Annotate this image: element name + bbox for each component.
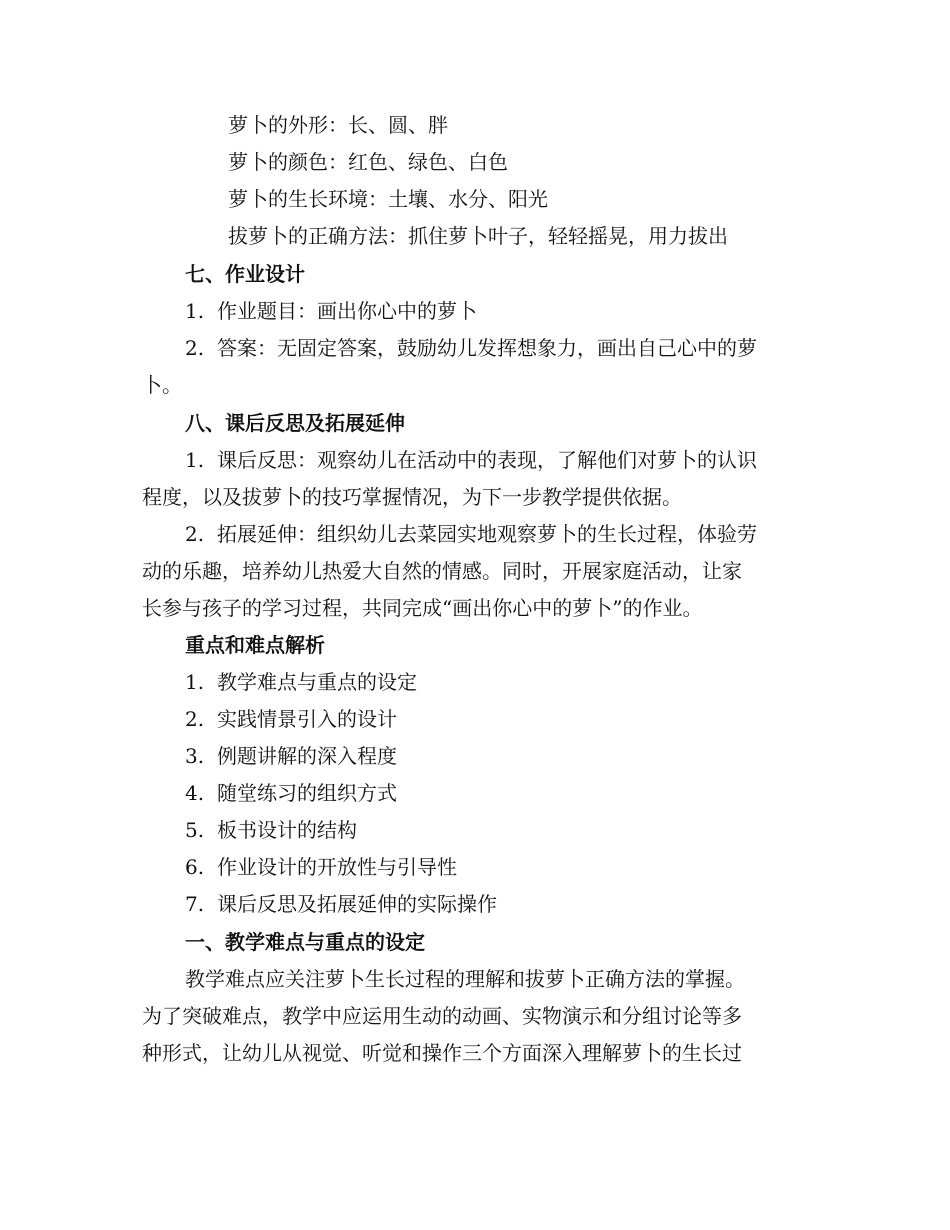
list-number: 3. bbox=[185, 744, 205, 768]
carrot-pulling-method-line: 拔萝卜的正确方法：抓住萝卜叶子，轻轻摇晃，用力拔出 bbox=[228, 224, 728, 248]
carrot-environment-line: 萝卜的生长环境：土壤、水分、阳光 bbox=[228, 187, 548, 211]
reflection-item-2-continued-1: 动的乐趣，培养幼儿热爱大自然的情感。同时，开展家庭活动，让家 bbox=[142, 559, 742, 583]
list-number: 1. bbox=[185, 448, 205, 472]
list-number: 7. bbox=[185, 892, 205, 916]
homework-item-1 bbox=[185, 297, 477, 325]
key-point-item bbox=[185, 705, 397, 733]
reflection-item-2-continued-2: 长参与孩子的学习过程，共同完成“画出你心中的萝卜”的作业。 bbox=[142, 596, 703, 620]
list-text: 随堂练习的组织方式 bbox=[217, 781, 397, 805]
list-number: 2. bbox=[185, 336, 205, 360]
list-number: 1. bbox=[185, 299, 205, 323]
list-text: 实践情景引入的设计 bbox=[217, 707, 397, 731]
list-text: 作业题目：画出你心中的萝卜 bbox=[217, 299, 477, 323]
difficulty-paragraph-line-3: 种形式，让幼儿从视觉、听觉和操作三个方面深入理解萝卜的生长过 bbox=[142, 1041, 742, 1065]
list-number: 1. bbox=[185, 670, 205, 694]
section-heading-difficulty: 一、教学难点与重点的设定 bbox=[185, 930, 425, 954]
list-number: 4. bbox=[185, 781, 205, 805]
list-text: 例题讲解的深入程度 bbox=[217, 744, 397, 768]
key-point-item bbox=[185, 890, 497, 918]
list-text: 拓展延伸：组织幼儿去菜园实地观察萝卜的生长过程，体验劳 bbox=[217, 522, 757, 546]
carrot-shape-line: 萝卜的外形：长、圆、胖 bbox=[228, 113, 448, 137]
list-text: 板书设计的结构 bbox=[217, 818, 357, 842]
difficulty-paragraph-line-2: 为了突破难点，教学中应运用生动的动画、实物演示和分组讨论等多 bbox=[142, 1004, 742, 1028]
reflection-item-1 bbox=[185, 446, 757, 474]
key-point-item bbox=[185, 742, 397, 770]
section-heading-reflection: 八、课后反思及拓展延伸 bbox=[185, 411, 405, 435]
list-number: 2. bbox=[185, 707, 205, 731]
key-point-item bbox=[185, 779, 397, 807]
list-number: 5. bbox=[185, 818, 205, 842]
key-point-item bbox=[185, 853, 457, 881]
difficulty-paragraph-line-1: 教学难点应关注萝卜生长过程的理解和拔萝卜正确方法的掌握。 bbox=[185, 967, 745, 991]
list-text: 课后反思及拓展延伸的实际操作 bbox=[217, 892, 497, 916]
list-text: 课后反思：观察幼儿在活动中的表现，了解他们对萝卜的认识 bbox=[217, 448, 757, 472]
list-text: 答案：无固定答案，鼓励幼儿发挥想象力，画出自己心中的萝 bbox=[217, 336, 757, 360]
reflection-item-2 bbox=[185, 520, 757, 548]
key-point-item bbox=[185, 668, 417, 696]
section-heading-key-points: 重点和难点解析 bbox=[185, 633, 325, 657]
key-point-item bbox=[185, 816, 357, 844]
homework-item-2 bbox=[185, 334, 757, 362]
carrot-color-line: 萝卜的颜色：红色、绿色、白色 bbox=[228, 150, 508, 174]
list-text: 作业设计的开放性与引导性 bbox=[217, 855, 457, 879]
list-text: 教学难点与重点的设定 bbox=[217, 670, 417, 694]
list-number: 2. bbox=[185, 522, 205, 546]
section-heading-homework: 七、作业设计 bbox=[185, 262, 305, 286]
homework-item-2-continued: 卜。 bbox=[142, 373, 182, 397]
reflection-item-1-continued: 程度，以及拔萝卜的技巧掌握情况，为下一步教学提供依据。 bbox=[142, 485, 682, 509]
list-number: 6. bbox=[185, 855, 205, 879]
